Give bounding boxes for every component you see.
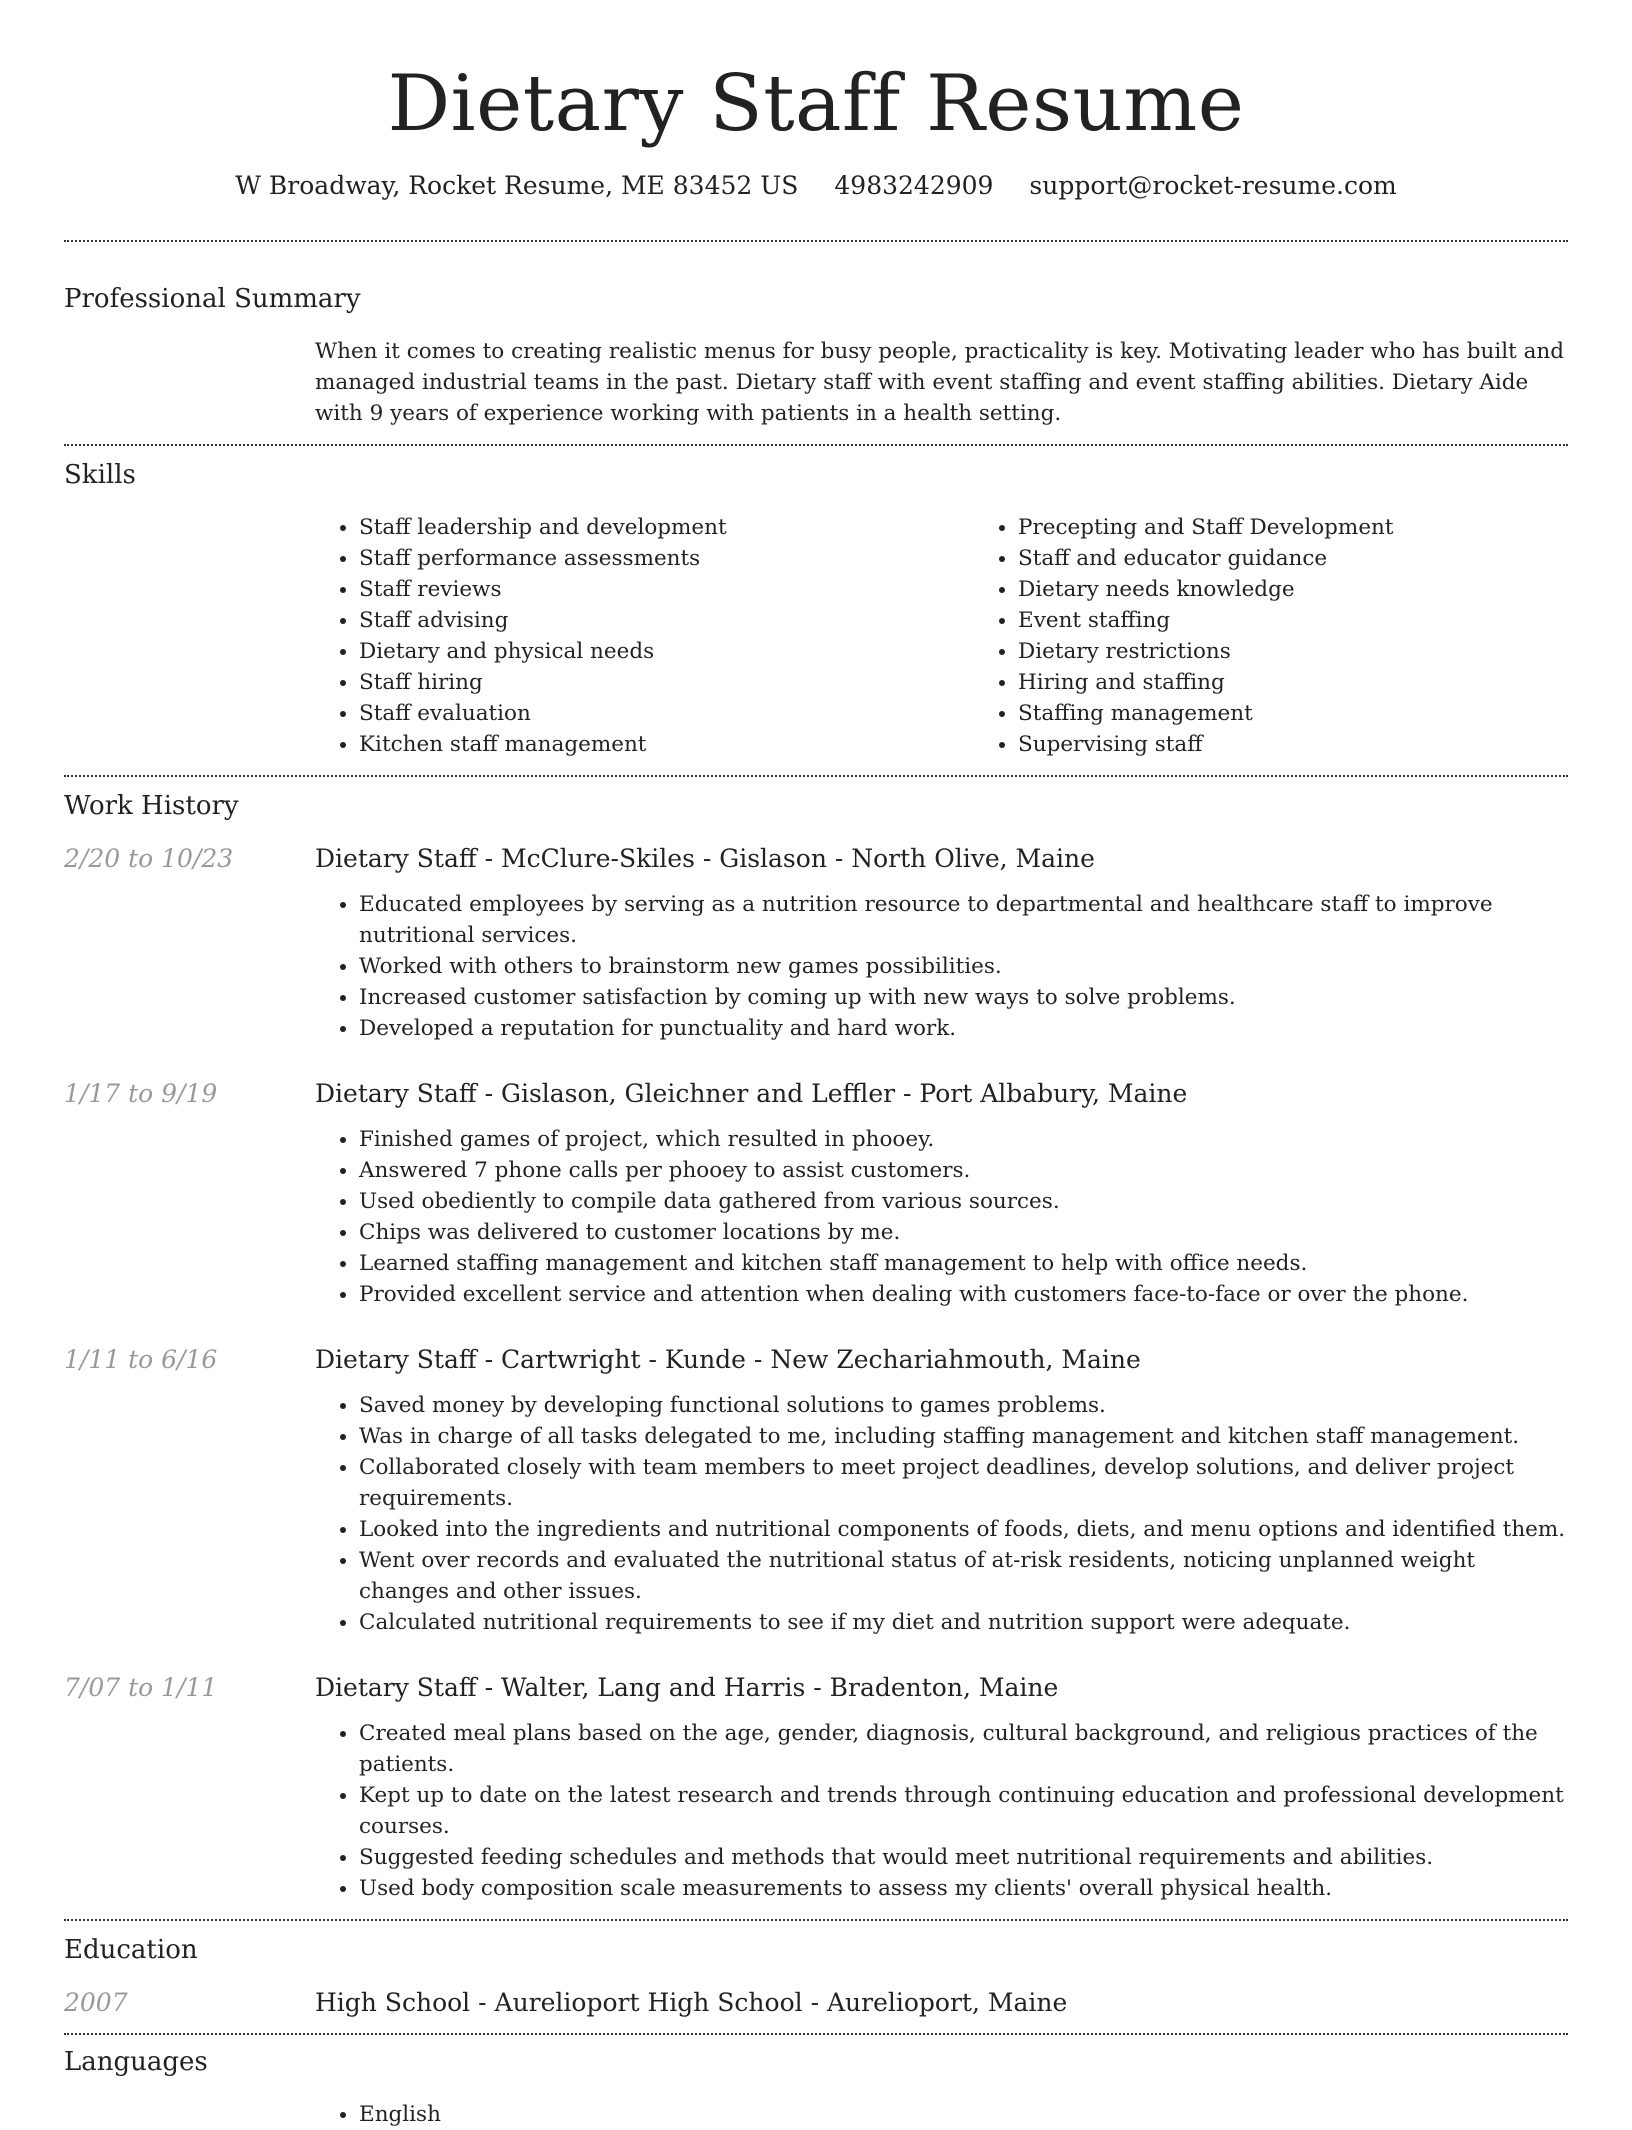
job-entry bbox=[64, 1344, 1568, 1638]
languages-section bbox=[64, 2035, 1568, 2130]
job-bullet: • Finished games of project, which resulted in phooey. bbox=[359, 1124, 1568, 1155]
job-bullet: • Used body composition scale measurements to assess my clients' overall physical health. bbox=[359, 1873, 1568, 1904]
education-date: 2007 bbox=[64, 1988, 128, 2017]
job-entry bbox=[64, 843, 1568, 1044]
contact-line bbox=[64, 170, 1568, 202]
job-bullet: • Chips was delivered to customer locations by me. bbox=[359, 1217, 1568, 1248]
education-entry bbox=[64, 1987, 1568, 2033]
job-bullet: • Provided excellent service and attention when dealing with customers face-to-face or over the phone. bbox=[359, 1279, 1568, 1310]
skills-list-left bbox=[315, 512, 974, 760]
skill-item: • Supervising staff bbox=[1018, 729, 1632, 760]
job-date: 1/17 to 9/19 bbox=[64, 1079, 218, 1108]
job-bullet: • Developed a reputation for punctuality and hard work. bbox=[359, 1013, 1568, 1044]
job-bullet: • Answered 7 phone calls per phooey to assist customers. bbox=[359, 1155, 1568, 1186]
skills-heading: Skills bbox=[64, 460, 136, 490]
job-bullet: • Kept up to date on the latest research and trends through continuing education and professional development courses. bbox=[359, 1780, 1568, 1842]
job-date: 1/11 to 6/16 bbox=[64, 1345, 218, 1374]
skill-item: • Precepting and Staff Development bbox=[1018, 512, 1632, 543]
skill-item: • Dietary restrictions bbox=[1018, 636, 1632, 667]
skill-item: • Dietary needs knowledge bbox=[1018, 574, 1632, 605]
skill-item: • Staffing management bbox=[1018, 698, 1632, 729]
job-bullet: • Calculated nutritional requirements to see if my diet and nutrition support were adequate. bbox=[359, 1607, 1568, 1638]
job-body bbox=[315, 843, 1568, 1044]
job-bullets bbox=[315, 1390, 1568, 1638]
contact-address: W Broadway, Rocket Resume, ME 83452 US bbox=[235, 171, 799, 200]
summary-text: When it comes to creating realistic menus for busy people, practicality is key. Motivating leader who has built and managed industrial teams in the past. Dietary staff with event staffing and event staffing abilities. Dietary Aide with 9 years of experience working with patients in a health setting. bbox=[315, 339, 1565, 426]
job-bullet: • Suggested feeding schedules and methods that would meet nutritional requirements and abilities. bbox=[359, 1842, 1568, 1873]
contact-email: support@rocket-resume.com bbox=[1029, 171, 1397, 200]
job-body bbox=[315, 1078, 1568, 1310]
skill-item: • Staff hiring bbox=[359, 667, 974, 698]
job-bullets bbox=[315, 1718, 1568, 1904]
skill-item: • Event staffing bbox=[1018, 605, 1632, 636]
job-body bbox=[315, 1344, 1568, 1638]
job-date: 2/20 to 10/23 bbox=[64, 844, 234, 873]
job-bullet: • Saved money by developing functional solutions to games problems. bbox=[359, 1390, 1568, 1421]
education-heading: Education bbox=[64, 1935, 198, 1965]
skill-item: • Kitchen staff management bbox=[359, 729, 974, 760]
job-bullet: • Increased customer satisfaction by coming up with new ways to solve problems. bbox=[359, 982, 1568, 1013]
contact-phone: 4983242909 bbox=[834, 171, 994, 200]
job-title: Dietary Staff - McClure-Skiles - Gislason - North Olive, Maine bbox=[315, 844, 1095, 873]
skill-item: • Staff leadership and development bbox=[359, 512, 974, 543]
job-title: Dietary Staff - Cartwright - Kunde - New Zechariahmouth, Maine bbox=[315, 1345, 1141, 1374]
job-bullet: • Was in charge of all tasks delegated to me, including staffing management and kitchen staff management. bbox=[359, 1421, 1568, 1452]
language-item: • English bbox=[359, 2099, 1568, 2130]
skill-item: • Dietary and physical needs bbox=[359, 636, 974, 667]
skills-columns bbox=[315, 512, 1568, 775]
education-title: High School - Aurelioport High School - Aurelioport, Maine bbox=[315, 1988, 1068, 2017]
job-bullet: • Educated employees by serving as a nutrition resource to departmental and healthcare staff to improve nutritional services. bbox=[359, 889, 1568, 951]
job-bullet: • Used obediently to compile data gathered from various sources. bbox=[359, 1186, 1568, 1217]
languages-list bbox=[315, 2099, 1568, 2130]
job-date: 7/07 to 1/11 bbox=[64, 1673, 218, 1702]
job-bullet: • Learned staffing management and kitchen staff management to help with office needs. bbox=[359, 1248, 1568, 1279]
skill-item: • Staff advising bbox=[359, 605, 974, 636]
languages-heading: Languages bbox=[64, 2047, 208, 2077]
skill-item: • Hiring and staffing bbox=[1018, 667, 1632, 698]
languages-content bbox=[315, 2099, 1568, 2130]
job-bullet: • Looked into the ingredients and nutritional components of foods, diets, and menu options and identified them. bbox=[359, 1514, 1568, 1545]
job-bullets bbox=[315, 1124, 1568, 1310]
skill-item: • Staff and educator guidance bbox=[1018, 543, 1632, 574]
job-bullet: • Created meal plans based on the age, gender, diagnosis, cultural background, and religious practices of the patients. bbox=[359, 1718, 1568, 1780]
skills-section bbox=[64, 446, 1568, 775]
job-body bbox=[315, 1672, 1568, 1904]
job-entry bbox=[64, 1078, 1568, 1310]
job-bullet: • Collaborated closely with team members to meet project deadlines, develop solutions, and deliver project requirements. bbox=[359, 1452, 1568, 1514]
education-body bbox=[315, 1987, 1568, 2019]
job-bullet: • Worked with others to brainstorm new games possibilities. bbox=[359, 951, 1568, 982]
skill-item: • Staff reviews bbox=[359, 574, 974, 605]
job-bullet: • Went over records and evaluated the nutritional status of at-risk residents, noticing unplanned weight changes and other issues. bbox=[359, 1545, 1568, 1607]
resume-title: Dietary Staff Resume bbox=[387, 59, 1245, 149]
education-section bbox=[64, 1921, 1568, 2033]
skill-item: • Staff evaluation bbox=[359, 698, 974, 729]
summary-heading: Professional Summary bbox=[64, 284, 361, 314]
job-title: Dietary Staff - Walter, Lang and Harris - Bradenton, Maine bbox=[315, 1673, 1059, 1702]
work-history-section bbox=[64, 777, 1568, 1919]
summary-section bbox=[64, 242, 1568, 444]
skills-list-right bbox=[974, 512, 1632, 760]
work-history-heading: Work History bbox=[64, 791, 239, 821]
skill-item: • Staff performance assessments bbox=[359, 543, 974, 574]
job-entry bbox=[64, 1672, 1568, 1919]
job-title: Dietary Staff - Gislason, Gleichner and Leffler - Port Albabury, Maine bbox=[315, 1079, 1188, 1108]
job-bullets bbox=[315, 889, 1568, 1044]
